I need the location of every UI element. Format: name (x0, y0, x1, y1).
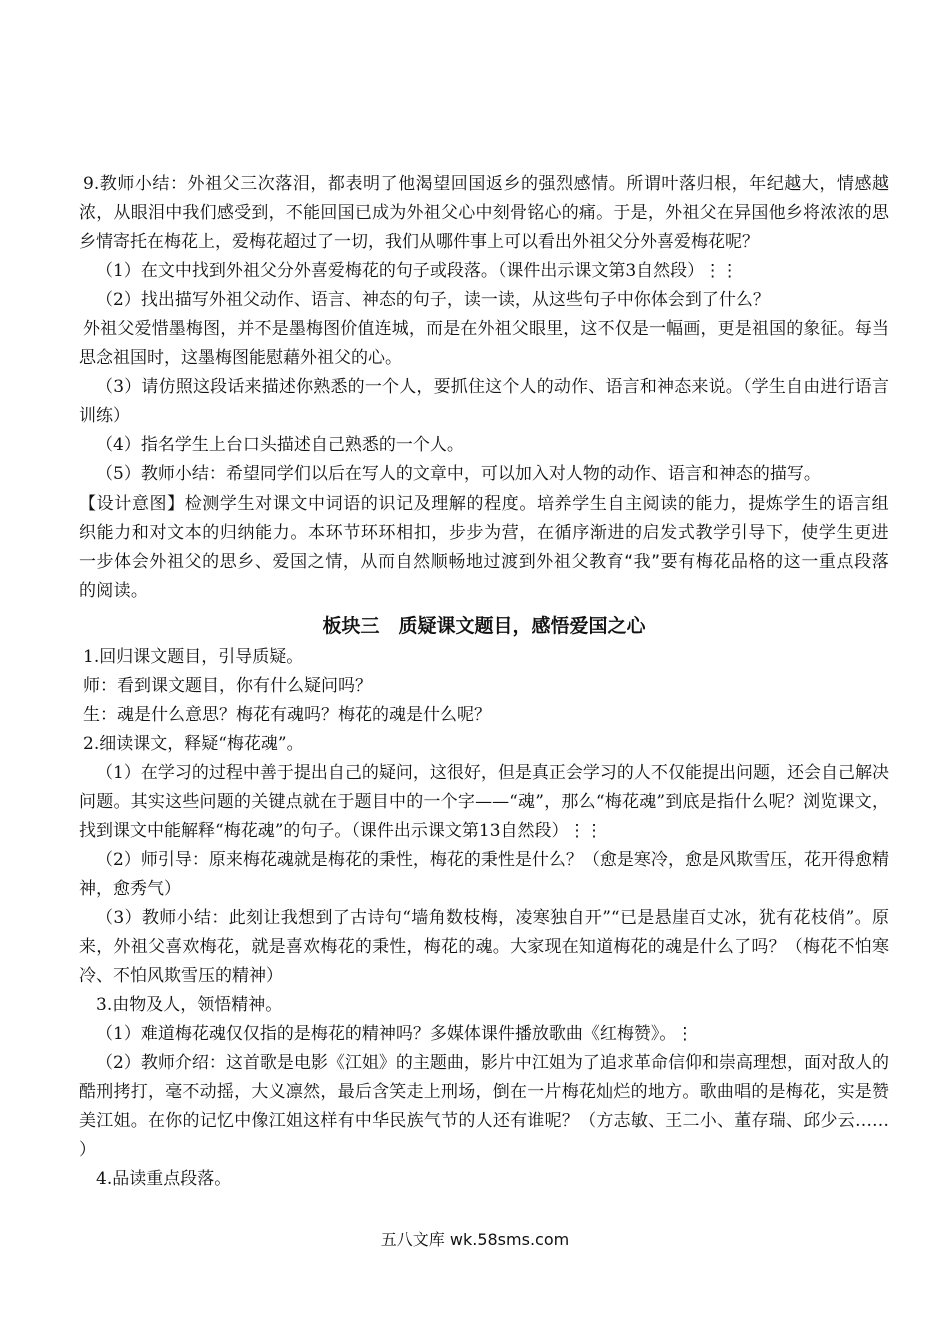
footer-watermark: 五八文库 wk.58sms.com (380, 1230, 570, 1249)
paragraph-step-1: （1）在文中找到外祖父分外喜爱梅花的句子或段落。（课件出示课文第3自然段）⋮⋮ (96, 261, 739, 281)
paragraph-item-2: 2.细读课文，释疑“梅花魂”。 (83, 734, 304, 754)
paragraph-ink-plum: 外祖父爱惜墨梅图，并不是墨梅图价值连城，而是在外祖父眼里，这不仅是一幅画，更是祖国的象征。每当思念祖国时，这墨梅图能慰藉外祖父的心。 (79, 319, 889, 368)
paragraph-item-2-3: （3）教师小结：此刻让我想到了古诗句“墙角数枝梅，凌寒独自开”“已是悬崖百丈冰，犹有花枝俏”。原来，外祖父喜欢梅花，就是喜欢梅花的秉性，梅花的魂。大家现在知道梅花的魂是什么了吗？（梅花不怕寒冷、不怕风欺雪压的精神） (79, 908, 889, 986)
paragraph-teacher-question: 师：看到课文题目，你有什么疑问吗？ (83, 676, 372, 696)
paragraph-step-5: （5）教师小结：希望同学们以后在写人的文章中，可以加入对人物的动作、语言和神态的描写。 (96, 464, 821, 484)
paragraph-step-4: （4）指名学生上台口头描述自己熟悉的一个人。 (96, 435, 464, 455)
paragraph-item-3: 3.由物及人，领悟精神。 (96, 995, 283, 1015)
paragraph-item-3-2: （2）教师介绍：这首歌是电影《江姐》的主题曲，影片中江姐为了追求革命信仰和崇高理想，面对敌人的酷刑拷打，毫不动摇，大义凛然，最后含笑走上刑场，倒在一片梅花灿烂的地方。歌曲唱的是梅花，实是赞美江姐。在你的记忆中像江姐这样有中华民族气节的人还有谁呢？（方志敏、王二小、董存瑞、邱少云…… ） (79, 1053, 889, 1160)
section-title: 板块三 质疑课文题目，感悟爱国之心 (322, 615, 646, 637)
paragraph-student-answer: 生：魂是什么意思？梅花有魂吗？梅花的魂是什么呢？ (83, 705, 491, 725)
paragraph-teacher-summary: 9.教师小结：外祖父三次落泪，都表明了他渴望回国返乡的强烈感情。所谓叶落归根，年纪越大，情感越浓，从眼泪中我们感受到，不能回国已成为外祖父心中刻骨铭心的痛。于是，外祖父在异国他乡将浓浓的思乡情寄托在梅花上，爱梅花超过了一切，我们从哪件事上可以看出外祖父分外喜爱梅花呢？ (79, 174, 889, 252)
paragraph-item-2-2: （2）师引导：原来梅花魂就是梅花的秉性，梅花的秉性是什么？（愈是寒冷，愈是风欺雪压，花开得愈精神，愈秀气） (79, 850, 889, 899)
paragraph-step-3: （3）请仿照这段话来描述你熟悉的一个人，要抓住这个人的动作、语言和神态来说。（学生自由进行语言训练） (79, 377, 889, 426)
paragraph-item-1: 1.回归课文题目，引导质疑。 (83, 647, 304, 667)
paragraph-item-2-1: （1）在学习的过程中善于提出自己的疑问，这很好，但是真正会学习的人不仅能提出问题，还会自己解决问题。其实这些问题的关键点就在于题目中的一个字——“魂”，那么“梅花魂”到底是指什么呢？浏览课文，找到课文中能解释“梅花魂”的句子。（课件出示课文第13自然段）⋮⋮ (79, 763, 889, 841)
document-body (79, 170, 889, 1194)
paragraph-item-4: 4.品读重点段落。 (96, 1169, 232, 1189)
paragraph-design-intent: 【设计意图】检测学生对课文中词语的识记及理解的程度。培养学生自主阅读的能力，提炼学生的语言组织能力和对文本的归纳能力。本环节环环相扣，步步为营，在循序渐进的启发式教学引导下，使学生更进一步体会外祖父的思乡、爱国之情，从而自然顺畅地过渡到外祖父教育“我”要有梅花品格的这一重点段落的阅读。 (79, 494, 889, 601)
paragraph-step-2: （2）找出描写外祖父动作、语言、神态的句子，读一读，从这些句子中你体会到了什么？ (96, 290, 770, 310)
paragraph-item-3-1: （1）难道梅花魂仅仅指的是梅花的精神吗？多媒体课件播放歌曲《红梅赞》。⋮ (96, 1024, 694, 1044)
